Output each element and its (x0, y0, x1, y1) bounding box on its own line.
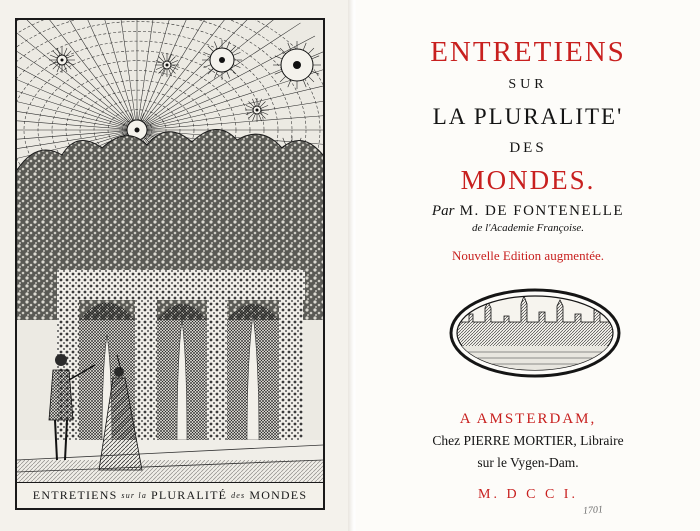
title-line-entretiens: ENTRETIENS (430, 36, 626, 68)
frontispiece-engraving (15, 18, 325, 510)
academy-line: de l'Academie Françoise. (471, 222, 584, 234)
year-line: M. D C C I. (478, 487, 578, 502)
author-prefix: Par (431, 203, 455, 219)
author-line (356, 203, 700, 220)
handwritten-date: 1701 (582, 504, 604, 517)
author-name: M. DE FONTENELLE (459, 203, 625, 219)
address-line: sur le Vygen-Dam. (477, 455, 579, 470)
edition-line: Nouvelle Edition augmentée. (452, 248, 604, 263)
engraving-illustration (17, 20, 323, 485)
title-line-des: DES (509, 140, 547, 156)
title-page (356, 0, 700, 531)
title-line-pluralite: LA PLURALITE' (432, 104, 624, 129)
publisher-line: Chez PIERRE MORTIER, Libraire (432, 433, 624, 448)
title-line-sur: SUR (508, 77, 548, 92)
frontispiece-caption: ENTRETIENS sur la PLURALITÉ des MONDES (17, 482, 323, 508)
city-vignette (449, 288, 621, 378)
city-line: A AMSTERDAM, (459, 411, 597, 427)
title-line-mondes: MONDES. (460, 165, 596, 195)
